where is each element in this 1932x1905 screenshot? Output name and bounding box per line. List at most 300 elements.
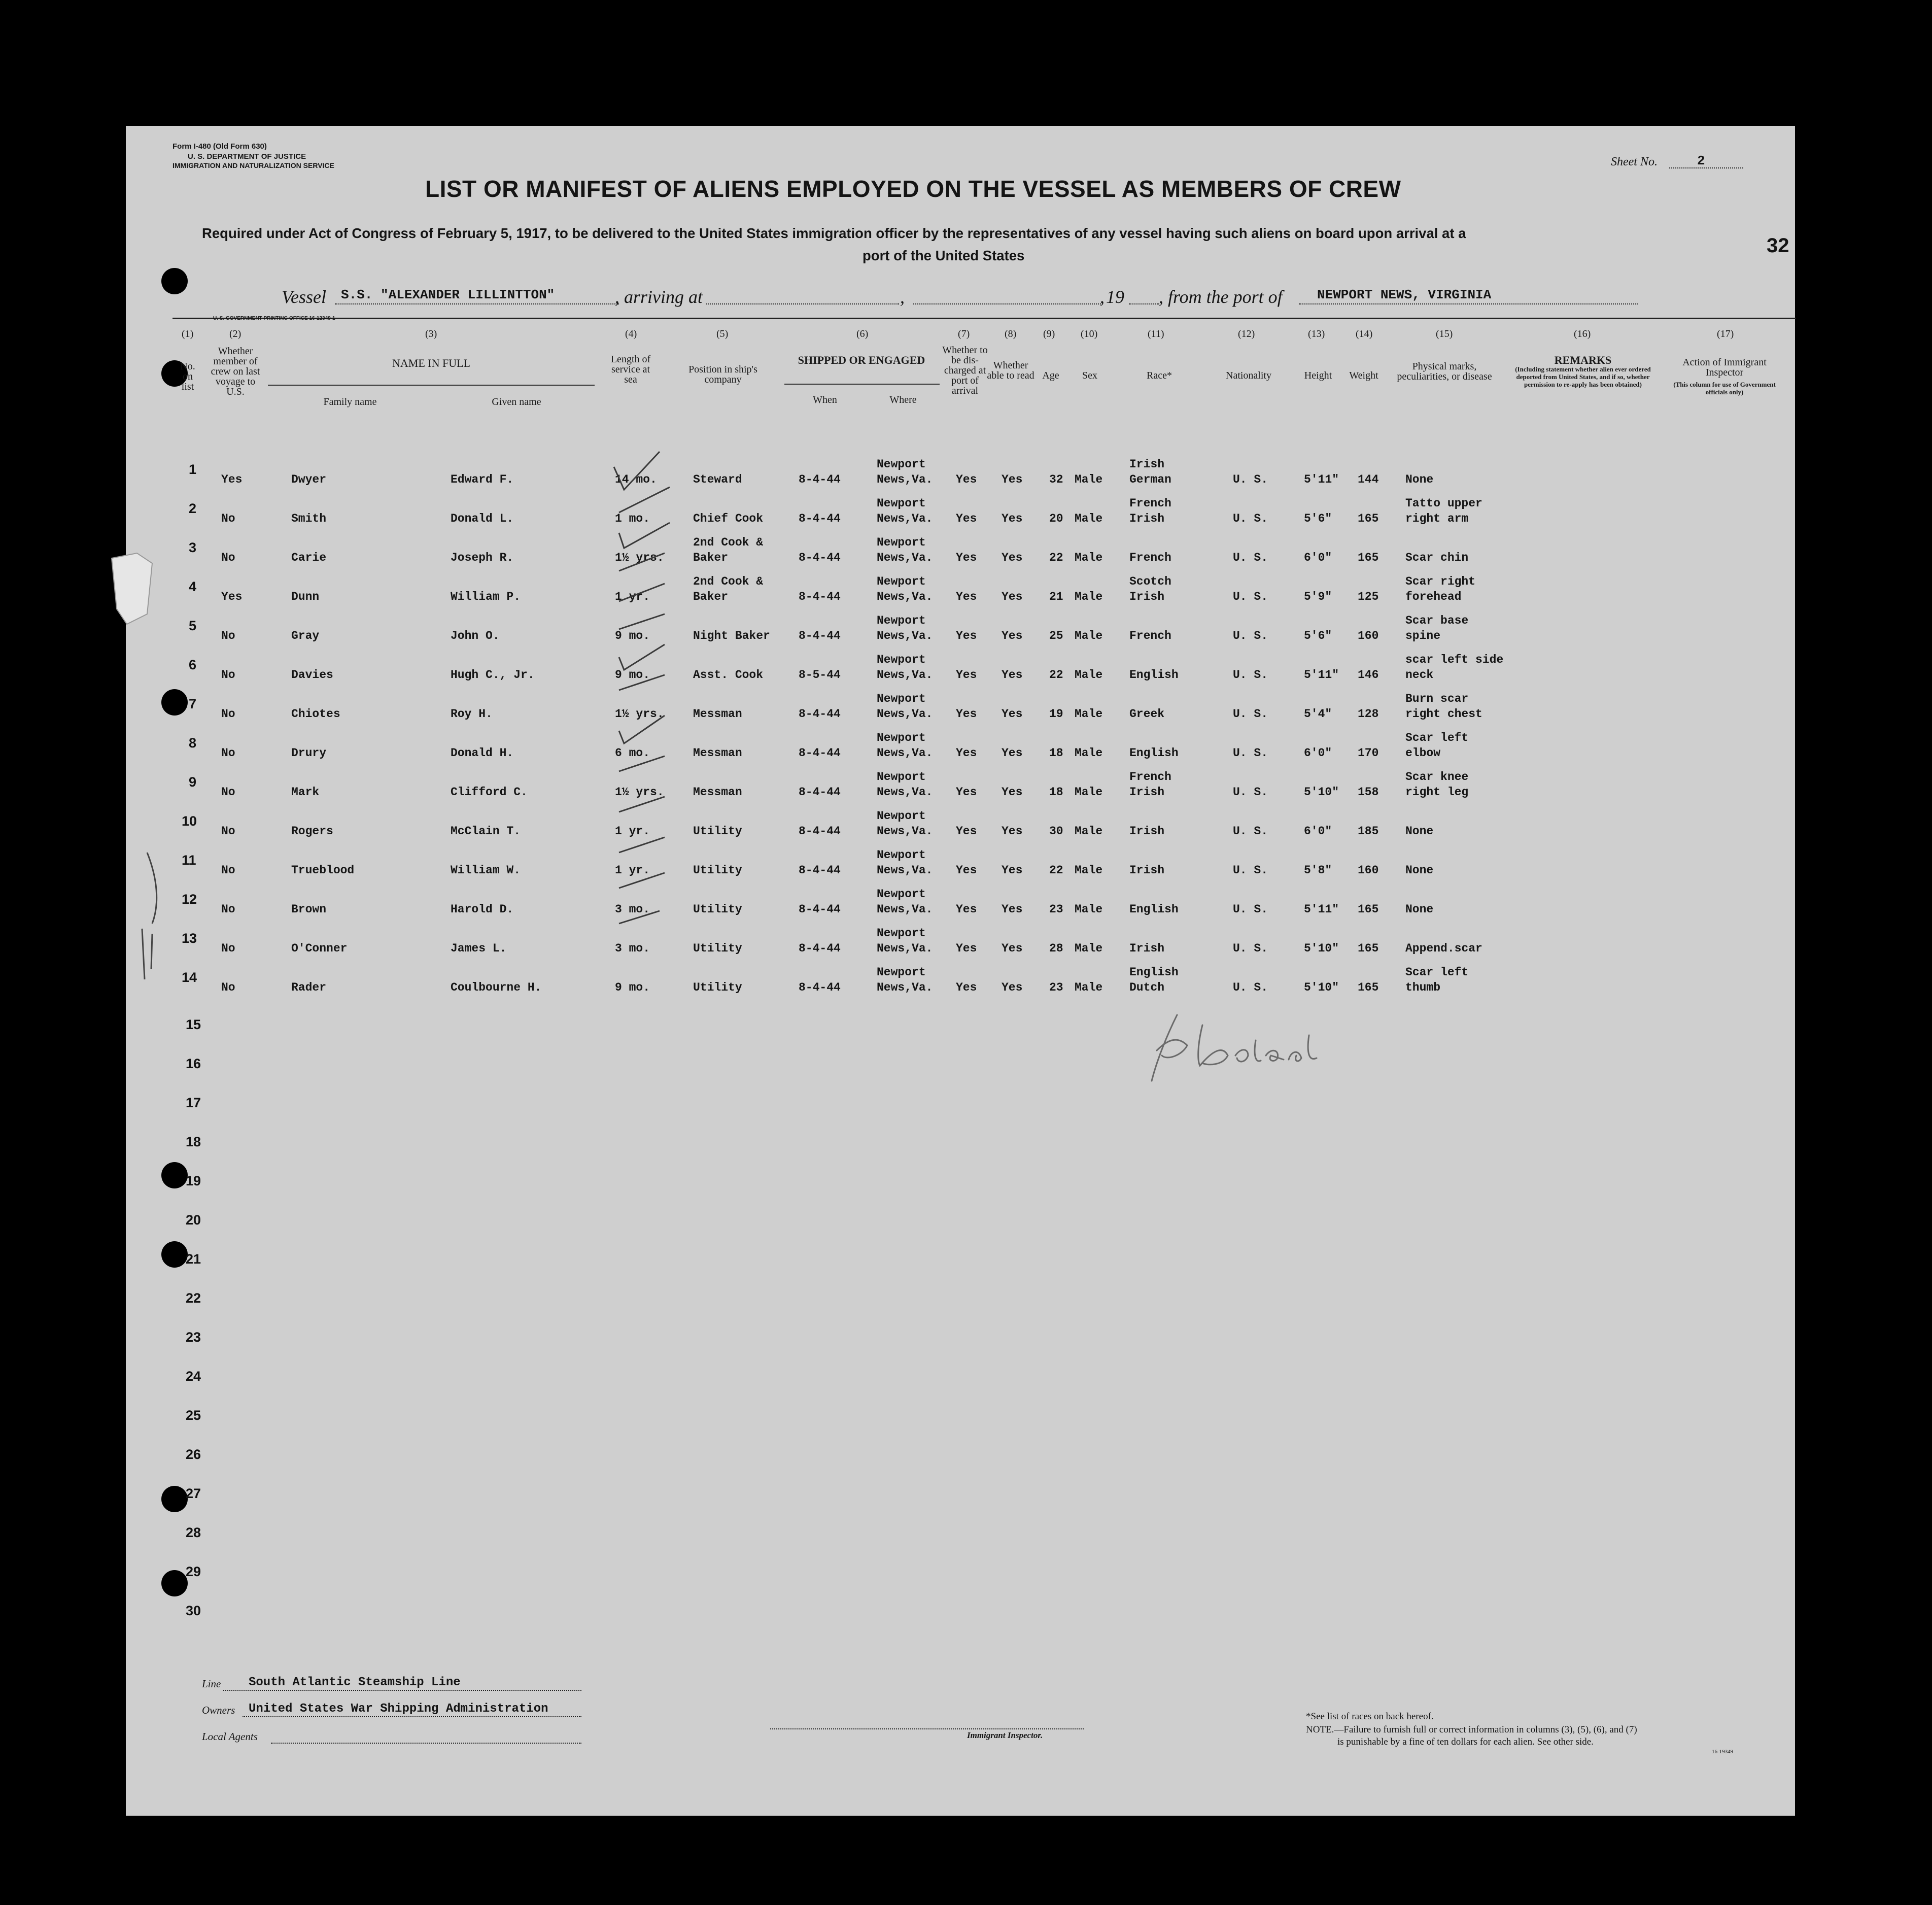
cell-nationality: U. S. — [1233, 473, 1268, 486]
cell-length-service: 1 yr. — [615, 825, 650, 838]
punch-hole — [161, 689, 188, 716]
header-race: Race* — [1147, 370, 1172, 381]
col-num: (1) — [182, 328, 194, 339]
cell-discharged: Yes — [956, 981, 977, 994]
owners-label: Owners — [202, 1704, 235, 1716]
cell-height: 5'8" — [1304, 864, 1332, 877]
cell-length-service: 1½ yrs. — [615, 786, 664, 799]
header-name-in-full: NAME IN FULL — [392, 357, 470, 369]
cell-able-to-read: Yes — [1002, 942, 1023, 955]
row-number: 25 — [186, 1408, 201, 1423]
header-position: Position in ship's company — [688, 364, 757, 385]
cell-discharged: Yes — [956, 746, 977, 760]
row-number: 9 — [189, 774, 197, 790]
department-name: U. S. DEPARTMENT OF JUSTICE — [188, 152, 306, 161]
col-num: (13) — [1308, 328, 1325, 339]
row-number: 6 — [189, 657, 197, 672]
cell-where: Newport News,Va. — [877, 927, 933, 955]
cell-last-voyage: No — [221, 903, 235, 916]
line-field-line — [223, 1690, 581, 1691]
torn-paper-scrap — [107, 548, 167, 650]
cell-family-name: Carie — [291, 551, 327, 564]
cell-last-voyage: No — [221, 981, 235, 994]
cell-discharged: Yes — [956, 942, 977, 955]
header-sex: Sex — [1082, 370, 1097, 381]
cell-sex: Male — [1075, 707, 1103, 721]
cell-when: 8-4-44 — [799, 825, 841, 838]
cell-last-voyage: No — [221, 942, 235, 955]
cell-race: French Irish — [1129, 770, 1171, 799]
cell-weight: 165 — [1358, 512, 1379, 525]
cell-height: 5'11" — [1304, 903, 1339, 916]
header-action: Action of Immigrant Inspector — [1682, 357, 1767, 378]
col-num: (16) — [1574, 328, 1591, 339]
line-label: Line — [202, 1678, 221, 1690]
cell-nationality: U. S. — [1233, 942, 1268, 955]
cell-position: Steward — [693, 473, 742, 486]
cell-weight: 158 — [1358, 786, 1379, 799]
punch-hole — [161, 1241, 188, 1268]
cell-length-service: 1 mo. — [615, 512, 650, 525]
punch-hole — [161, 1162, 188, 1188]
cell-physical-marks: scar left side neck — [1405, 653, 1504, 682]
cell-last-voyage: No — [221, 551, 235, 564]
printing-office: U. S. GOVERNMENT PRINTING OFFICE 16-12349-1 — [213, 316, 335, 321]
cell-nationality: U. S. — [1233, 668, 1268, 682]
cell-where: Newport News,Va. — [877, 966, 933, 994]
cell-where: Newport News,Va. — [877, 614, 933, 642]
agents-field-line — [271, 1743, 581, 1744]
cell-position: Night Baker — [693, 629, 770, 642]
cell-last-voyage: No — [221, 629, 235, 642]
cell-when: 8-4-44 — [799, 942, 841, 955]
cell-height: 5'10" — [1304, 786, 1339, 799]
cell-weight: 160 — [1358, 864, 1379, 877]
cell-sex: Male — [1075, 551, 1103, 564]
cell-race: Irish German — [1129, 458, 1171, 486]
cell-last-voyage: No — [221, 707, 235, 721]
cell-age: 22 — [1049, 551, 1063, 564]
cell-age: 25 — [1049, 629, 1063, 642]
header-where: Where — [889, 394, 917, 405]
cell-length-service: 1½ yrs. — [615, 707, 664, 721]
cell-where: Newport News,Va. — [877, 575, 933, 603]
cell-physical-marks: None — [1405, 473, 1434, 486]
cell-height: 5'9" — [1304, 590, 1332, 603]
margin-pencil-marks — [137, 847, 167, 990]
col-num: (5) — [716, 328, 729, 339]
cell-position: Utility — [693, 981, 742, 994]
cell-sex: Male — [1075, 590, 1103, 603]
from-port: NEWPORT NEWS, VIRGINIA — [1317, 287, 1492, 302]
cell-given-name: William W. — [451, 864, 521, 877]
cell-length-service: 9 mo. — [615, 981, 650, 994]
cell-position: Messman — [693, 707, 742, 721]
row-number: 15 — [186, 1017, 201, 1032]
cell-race: French Irish — [1129, 497, 1171, 525]
cell-last-voyage: Yes — [221, 473, 243, 486]
cell-able-to-read: Yes — [1002, 746, 1023, 760]
cell-age: 22 — [1049, 668, 1063, 682]
cell-given-name: John O. — [451, 629, 500, 642]
cell-when: 8-4-44 — [799, 903, 841, 916]
cell-weight: 165 — [1358, 942, 1379, 955]
cell-race: French — [1129, 551, 1171, 564]
cell-age: 32 — [1049, 473, 1063, 486]
cell-when: 8-4-44 — [799, 981, 841, 994]
col-num: (3) — [425, 328, 437, 339]
cell-length-service: 14 mo. — [615, 473, 657, 486]
cell-where: Newport News,Va. — [877, 536, 933, 564]
cell-discharged: Yes — [956, 786, 977, 799]
cell-weight: 146 — [1358, 668, 1379, 682]
cell-nationality: U. S. — [1233, 903, 1268, 916]
arriving-field-line — [706, 303, 899, 304]
header-action-note: (This column for use of Government officials only) — [1673, 381, 1776, 396]
cell-race: Greek — [1129, 707, 1165, 721]
from-port-label: , from the port of — [1159, 287, 1283, 307]
cell-age: 21 — [1049, 590, 1063, 603]
cell-able-to-read: Yes — [1002, 473, 1023, 486]
cell-age: 23 — [1049, 981, 1063, 994]
cell-position: 2nd Cook & Baker — [693, 536, 764, 564]
cell-family-name: Rogers — [291, 825, 333, 838]
cell-sex: Male — [1075, 864, 1103, 877]
col-num: (10) — [1081, 328, 1098, 339]
form-number: Form I-480 (Old Form 630) — [172, 142, 267, 151]
col-num: (8) — [1005, 328, 1017, 339]
cell-height: 5'6" — [1304, 512, 1332, 525]
cell-nationality: U. S. — [1233, 512, 1268, 525]
cell-nationality: U. S. — [1233, 786, 1268, 799]
row-number: 7 — [189, 696, 197, 711]
cell-position: Asst. Cook — [693, 668, 764, 682]
cell-able-to-read: Yes — [1002, 590, 1023, 603]
cell-sex: Male — [1075, 668, 1103, 682]
cell-position: 2nd Cook & Baker — [693, 575, 764, 603]
cell-physical-marks: Tatto upper right arm — [1405, 497, 1482, 525]
cell-length-service: 1 yr. — [615, 590, 650, 603]
cell-race: Irish — [1129, 825, 1165, 838]
row-number: 13 — [182, 931, 197, 946]
cell-where: Newport News,Va. — [877, 888, 933, 916]
cell-length-service: 9 mo. — [615, 629, 650, 642]
header-nationality: Nationality — [1226, 370, 1271, 381]
cell-able-to-read: Yes — [1002, 512, 1023, 525]
cell-discharged: Yes — [956, 668, 977, 682]
cell-family-name: Rader — [291, 981, 327, 994]
cell-when: 8-5-44 — [799, 668, 841, 682]
col-num: (6) — [856, 328, 869, 339]
col-num: (17) — [1717, 328, 1734, 339]
cell-able-to-read: Yes — [1002, 786, 1023, 799]
subtitle-line-2: port of the United States — [862, 248, 1025, 263]
cell-sex: Male — [1075, 629, 1103, 642]
cell-when: 8-4-44 — [799, 551, 841, 564]
manifest-title: LIST OR MANIFEST OF ALIENS EMPLOYED ON THE VESSEL AS MEMBERS OF CREW — [425, 176, 1401, 202]
sheet-field-line — [1669, 167, 1743, 168]
page-number: 32 — [1767, 234, 1789, 257]
cell-age: 23 — [1049, 903, 1063, 916]
cell-length-service: 3 mo. — [615, 903, 650, 916]
cell-sex: Male — [1075, 473, 1103, 486]
print-code: 16-19349 — [1712, 1749, 1734, 1755]
cell-age: 18 — [1049, 786, 1063, 799]
cell-family-name: Dwyer — [291, 473, 327, 486]
cell-discharged: Yes — [956, 707, 977, 721]
cell-height: 6'0" — [1304, 825, 1332, 838]
cell-when: 8-4-44 — [799, 707, 841, 721]
cell-family-name: O'Conner — [291, 942, 348, 955]
col-num: (14) — [1356, 328, 1373, 339]
cell-nationality: U. S. — [1233, 551, 1268, 564]
row-number: 29 — [186, 1564, 201, 1579]
cell-physical-marks: Scar left thumb — [1405, 966, 1469, 994]
cell-sex: Male — [1075, 903, 1103, 916]
vessel-name: S.S. "ALEXANDER LILLINTTON" — [341, 287, 555, 302]
cell-position: Chief Cook — [693, 512, 764, 525]
cell-physical-marks: None — [1405, 825, 1434, 838]
cell-last-voyage: No — [221, 786, 235, 799]
cell-able-to-read: Yes — [1002, 629, 1023, 642]
row-number: 27 — [186, 1486, 201, 1501]
cell-race: English — [1129, 746, 1179, 760]
header-rule — [172, 318, 1796, 319]
cell-discharged: Yes — [956, 473, 977, 486]
cell-last-voyage: Yes — [221, 590, 243, 603]
shipped-header-rule — [784, 384, 940, 385]
cell-race: English — [1129, 668, 1179, 682]
cell-given-name: William P. — [451, 590, 521, 603]
cell-physical-marks: Scar base spine — [1405, 614, 1469, 642]
cell-able-to-read: Yes — [1002, 668, 1023, 682]
cell-discharged: Yes — [956, 864, 977, 877]
cell-family-name: Trueblood — [291, 864, 355, 877]
name-header-rule — [268, 385, 595, 386]
header-physical-marks: Physical marks, peculiarities, or disease — [1397, 361, 1492, 382]
row-number: 3 — [189, 540, 197, 555]
punch-hole — [161, 1570, 188, 1596]
cell-given-name: James L. — [451, 942, 507, 955]
cell-given-name: Edward F. — [451, 473, 514, 486]
cell-last-voyage: No — [221, 746, 235, 760]
row-number: 21 — [186, 1251, 201, 1267]
cell-given-name: Donald L. — [451, 512, 514, 525]
header-age: Age — [1042, 370, 1059, 381]
cell-family-name: Davies — [291, 668, 333, 682]
cell-nationality: U. S. — [1233, 825, 1268, 838]
cell-discharged: Yes — [956, 551, 977, 564]
cell-last-voyage: No — [221, 864, 235, 877]
cell-race: English — [1129, 903, 1179, 916]
row-number: 18 — [186, 1134, 201, 1149]
checkmark-annotations — [599, 447, 680, 984]
cell-length-service: 6 mo. — [615, 746, 650, 760]
penalty-note-1: NOTE.—Failure to furnish full or correct information in columns (3), (5), (6), and (7) — [1306, 1724, 1637, 1735]
col-num: (9) — [1043, 328, 1055, 339]
owners-field-line — [243, 1716, 581, 1717]
header-no-on-list: No. on list — [180, 361, 195, 392]
cell-family-name: Mark — [291, 786, 320, 799]
line-value: South Atlantic Steamship Line — [249, 1676, 461, 1689]
row-number: 24 — [186, 1369, 201, 1384]
header-last-voyage: Whether member of crew on last voyage to U.S. — [211, 346, 260, 397]
col-num: (15) — [1436, 328, 1453, 339]
cell-family-name: Chiotes — [291, 707, 340, 721]
header-able-to-read: Whether able to read — [987, 360, 1034, 381]
cell-sex: Male — [1075, 981, 1103, 994]
cell-position: Messman — [693, 786, 742, 799]
cell-position: Utility — [693, 942, 742, 955]
cell-height: 5'10" — [1304, 942, 1339, 955]
service-name: IMMIGRATION AND NATURALIZATION SERVICE — [172, 161, 334, 169]
cell-weight: 165 — [1358, 551, 1379, 564]
inspector-signature — [1147, 1005, 1350, 1086]
cell-weight: 185 — [1358, 825, 1379, 838]
cell-age: 20 — [1049, 512, 1063, 525]
cell-race: Irish — [1129, 942, 1165, 955]
cell-physical-marks: Append.scar — [1405, 942, 1482, 955]
cell-when: 8-4-44 — [799, 786, 841, 799]
cell-where: Newport News,Va. — [877, 731, 933, 760]
row-number: 12 — [182, 892, 197, 907]
row-number: 5 — [189, 618, 197, 633]
owners-value: United States War Shipping Administration — [249, 1702, 548, 1716]
cell-physical-marks: Scar right forehead — [1405, 575, 1476, 603]
cell-height: 5'4" — [1304, 707, 1332, 721]
cell-last-voyage: No — [221, 825, 235, 838]
cell-given-name: Donald H. — [451, 746, 514, 760]
row-number: 26 — [186, 1447, 201, 1462]
cell-given-name: Harold D. — [451, 903, 514, 916]
vessel-field-line — [335, 303, 619, 304]
cell-family-name: Smith — [291, 512, 327, 525]
cell-length-service: 1½ yrs. — [615, 551, 664, 564]
row-number: 1 — [189, 462, 197, 477]
cell-physical-marks: None — [1405, 864, 1434, 877]
row-number: 11 — [182, 853, 196, 868]
cell-discharged: Yes — [956, 590, 977, 603]
cell-family-name: Gray — [291, 629, 320, 642]
cell-weight: 170 — [1358, 746, 1379, 760]
punch-hole — [161, 1486, 188, 1512]
cell-race: French — [1129, 629, 1171, 642]
row-number: 8 — [189, 735, 197, 751]
cell-when: 8-4-44 — [799, 864, 841, 877]
cell-physical-marks: Scar chin — [1405, 551, 1469, 564]
races-note: *See list of races on back hereof. — [1306, 1711, 1434, 1722]
col-num: (7) — [958, 328, 970, 339]
year-label: 19 — [1106, 287, 1124, 307]
vessel-label: Vessel — [282, 287, 326, 307]
cell-weight: 165 — [1358, 981, 1379, 994]
header-discharged: Whether to be dis-charged at port of arrival — [942, 345, 988, 396]
cell-length-service: 9 mo. — [615, 668, 650, 682]
cell-given-name: Roy H. — [451, 707, 493, 721]
cell-when: 8-4-44 — [799, 473, 841, 486]
cell-where: Newport News,Va. — [877, 458, 933, 486]
cell-physical-marks: Scar knee right leg — [1405, 770, 1469, 799]
cell-height: 5'6" — [1304, 629, 1332, 642]
cell-height: 5'11" — [1304, 668, 1339, 682]
cell-weight: 160 — [1358, 629, 1379, 642]
cell-able-to-read: Yes — [1002, 903, 1023, 916]
cell-family-name: Dunn — [291, 590, 320, 603]
cell-physical-marks: Burn scar right chest — [1405, 692, 1482, 721]
row-number: 14 — [182, 970, 197, 985]
cell-age: 28 — [1049, 942, 1063, 955]
cell-length-service: 1 yr. — [615, 864, 650, 877]
cell-given-name: Clifford C. — [451, 786, 528, 799]
cell-when: 8-4-44 — [799, 512, 841, 525]
row-number: 19 — [186, 1173, 201, 1188]
cell-when: 8-4-44 — [799, 629, 841, 642]
cell-able-to-read: Yes — [1002, 551, 1023, 564]
sheet-label: Sheet No. — [1611, 155, 1658, 168]
cell-age: 19 — [1049, 707, 1063, 721]
cell-where: Newport News,Va. — [877, 809, 933, 838]
local-agents-label: Local Agents — [202, 1730, 258, 1743]
cell-given-name: Hugh C., Jr. — [451, 668, 535, 682]
sheet-number: 2 — [1697, 153, 1705, 168]
cell-sex: Male — [1075, 746, 1103, 760]
cell-given-name: McClain T. — [451, 825, 521, 838]
col-num: (12) — [1238, 328, 1255, 339]
header-weight: Weight — [1349, 370, 1378, 381]
cell-discharged: Yes — [956, 825, 977, 838]
cell-sex: Male — [1075, 786, 1103, 799]
row-number: 20 — [186, 1212, 201, 1228]
cell-age: 18 — [1049, 746, 1063, 760]
cell-discharged: Yes — [956, 512, 977, 525]
row-number: 4 — [189, 579, 197, 594]
cell-physical-marks: Scar left elbow — [1405, 731, 1469, 760]
from-port-field-line — [1299, 303, 1638, 304]
cell-height: 5'10" — [1304, 981, 1339, 994]
inspector-label: Immigrant Inspector. — [967, 1730, 1043, 1740]
cell-nationality: U. S. — [1233, 746, 1268, 760]
cell-where: Newport News,Va. — [877, 848, 933, 877]
cell-nationality: U. S. — [1233, 629, 1268, 642]
inspector-signature-line — [770, 1728, 1084, 1729]
col-num: (11) — [1148, 328, 1164, 339]
cell-nationality: U. S. — [1233, 707, 1268, 721]
cell-weight: 128 — [1358, 707, 1379, 721]
cell-age: 22 — [1049, 864, 1063, 877]
cell-given-name: Joseph R. — [451, 551, 514, 564]
cell-family-name: Drury — [291, 746, 327, 760]
cell-sex: Male — [1075, 825, 1103, 838]
cell-position: Utility — [693, 825, 742, 838]
cell-weight: 144 — [1358, 473, 1379, 486]
cell-height: 6'0" — [1304, 551, 1332, 564]
header-given-name: Given name — [492, 396, 541, 407]
cell-age: 30 — [1049, 825, 1063, 838]
cell-given-name: Coulbourne H. — [451, 981, 542, 994]
cell-able-to-read: Yes — [1002, 981, 1023, 994]
cell-discharged: Yes — [956, 903, 977, 916]
cell-nationality: U. S. — [1233, 590, 1268, 603]
col-num: (4) — [625, 328, 637, 339]
cell-position: Utility — [693, 903, 742, 916]
row-number: 28 — [186, 1525, 201, 1540]
cell-where: Newport News,Va. — [877, 770, 933, 799]
header-when: When — [813, 394, 837, 405]
cell-height: 6'0" — [1304, 746, 1332, 760]
cell-race: Irish — [1129, 864, 1165, 877]
header-remarks-note: (Including statement whether alien ever ordered deported from United States, and if so, whether permission to re-apply has been obtained) — [1515, 365, 1651, 388]
cell-where: Newport News,Va. — [877, 653, 933, 682]
